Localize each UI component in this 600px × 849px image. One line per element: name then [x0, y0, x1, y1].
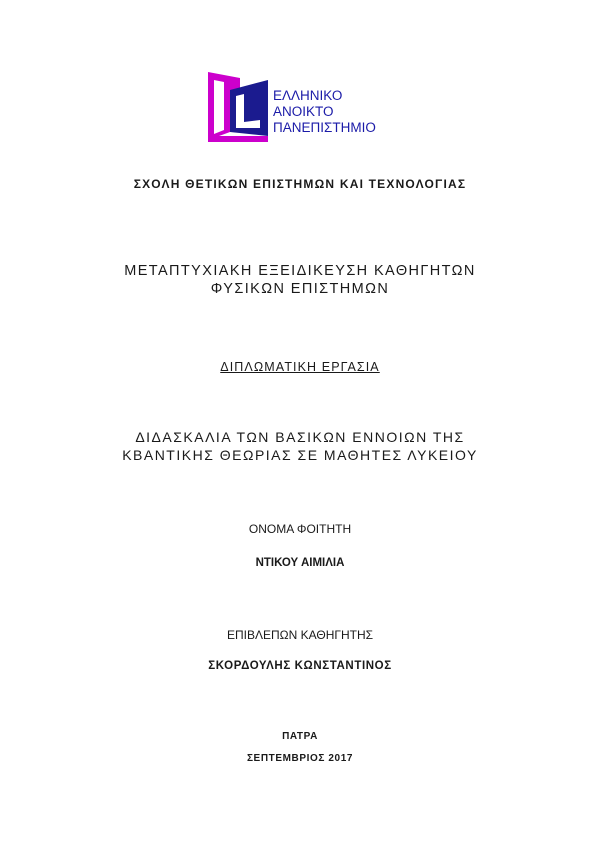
thesis-type-label: ΔΙΠΛΩΜΑΤΙΚΗ ΕΡΓΑΣΙΑ	[220, 360, 380, 374]
supervisor-name: ΣΚΟΡΔΟΥΛΗΣ ΚΩΝΣΤΑΝΤΙΝΟΣ	[208, 660, 392, 672]
date: ΣΕΠΤΕΜΒΡΙΟΣ 2017	[246, 753, 354, 764]
logo-line-3: ΠΑΝΕΠΙΣΤΗΜΙΟ	[273, 120, 376, 135]
place: ΠΑΤΡΑ	[282, 731, 318, 742]
logo-white-cut	[214, 80, 224, 134]
program-line-1: ΜΕΤΑΠΤΥΧΙΑΚΗ ΕΞΕΙΔΙΚΕΥΣΗ ΚΑΘΗΓΗΤΩΝ	[124, 263, 476, 279]
thesis-title-line-2: ΚΒΑΝΤΙΚΗΣ ΘΕΩΡΙΑΣ ΣΕ ΜΑΘΗΤΕΣ ΛΥΚΕΙΟΥ	[122, 447, 478, 463]
university-logo	[206, 70, 406, 144]
program-title	[0, 262, 600, 298]
logo-text	[273, 88, 376, 136]
logo-line-1: ΕΛΛΗΝΙΚΟ	[273, 88, 343, 103]
thesis-title-line-1: ΔΙΔΑΣΚΑΛΙΑ ΤΩΝ ΒΑΣΙΚΩΝ ΕΝΝΟΙΩΝ ΤΗΣ	[135, 429, 465, 445]
thesis-type	[0, 360, 600, 374]
student-name: ΝΤΙΚΟΥ ΑΙΜΙΛΙΑ	[255, 557, 345, 569]
logo-emblem	[206, 70, 272, 144]
student-label: ΟΝΟΜΑ ΦΟΙΤΗΤΗ	[248, 522, 352, 536]
logo-base	[208, 136, 268, 142]
program-line-2: ΦΥΣΙΚΩΝ ΕΠΙΣΤΗΜΩΝ	[210, 281, 390, 297]
supervisor-label: ΕΠΙΒΛΕΠΩΝ ΚΑΘΗΓΗΤΗΣ	[226, 628, 374, 642]
thesis-title	[0, 428, 600, 464]
logo-line-2: ΑΝΟΙΚΤΟ	[273, 104, 334, 119]
school-name: ΣΧΟΛΗ ΘΕΤΙΚΩΝ ΕΠΙΣΤΗΜΩΝ ΚΑΙ ΤΕΧΝΟΛΟΓΙΑΣ	[133, 177, 467, 191]
